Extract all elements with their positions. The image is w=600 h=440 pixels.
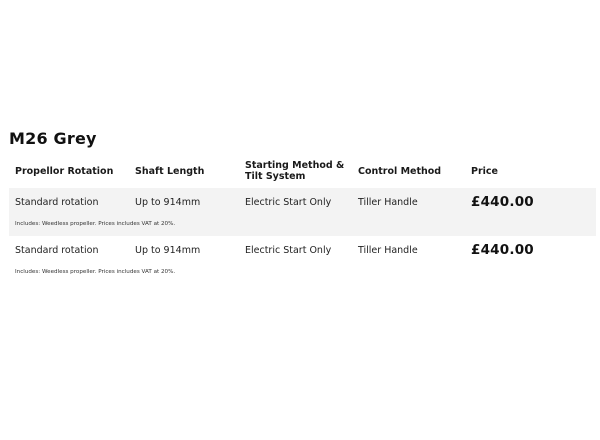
header-propellor-rotation: Propellor Rotation — [15, 166, 114, 177]
cell-starting-method: Electric Start Only — [245, 197, 332, 208]
header-starting-method: Starting Method & Tilt System — [245, 160, 345, 182]
cell-starting-method: Electric Start Only — [245, 245, 332, 256]
table-row — [9, 188, 596, 236]
cell-control-method: Tiller Handle — [358, 197, 418, 208]
cell-control-method: Tiller Handle — [358, 245, 418, 256]
cell-shaft-length: Up to 914mm — [135, 197, 201, 208]
cell-propellor-rotation: Standard rotation — [15, 197, 99, 208]
header-price: Price — [471, 166, 498, 177]
table-row — [9, 236, 596, 284]
variant-table — [9, 156, 596, 284]
header-control-method: Control Method — [358, 166, 442, 177]
row-note: Includes: Weedless propeller. Prices includes VAT at 20%. — [15, 221, 176, 227]
cell-propellor-rotation: Standard rotation — [15, 245, 99, 256]
table-header — [9, 156, 596, 188]
product-title: M26 Grey — [9, 129, 97, 148]
cell-shaft-length: Up to 914mm — [135, 245, 201, 256]
header-shaft-length: Shaft Length — [135, 166, 205, 177]
cell-price: £440.00 — [471, 194, 534, 210]
row-note: Includes: Weedless propeller. Prices includes VAT at 20%. — [15, 269, 176, 275]
cell-price: £440.00 — [471, 242, 534, 258]
